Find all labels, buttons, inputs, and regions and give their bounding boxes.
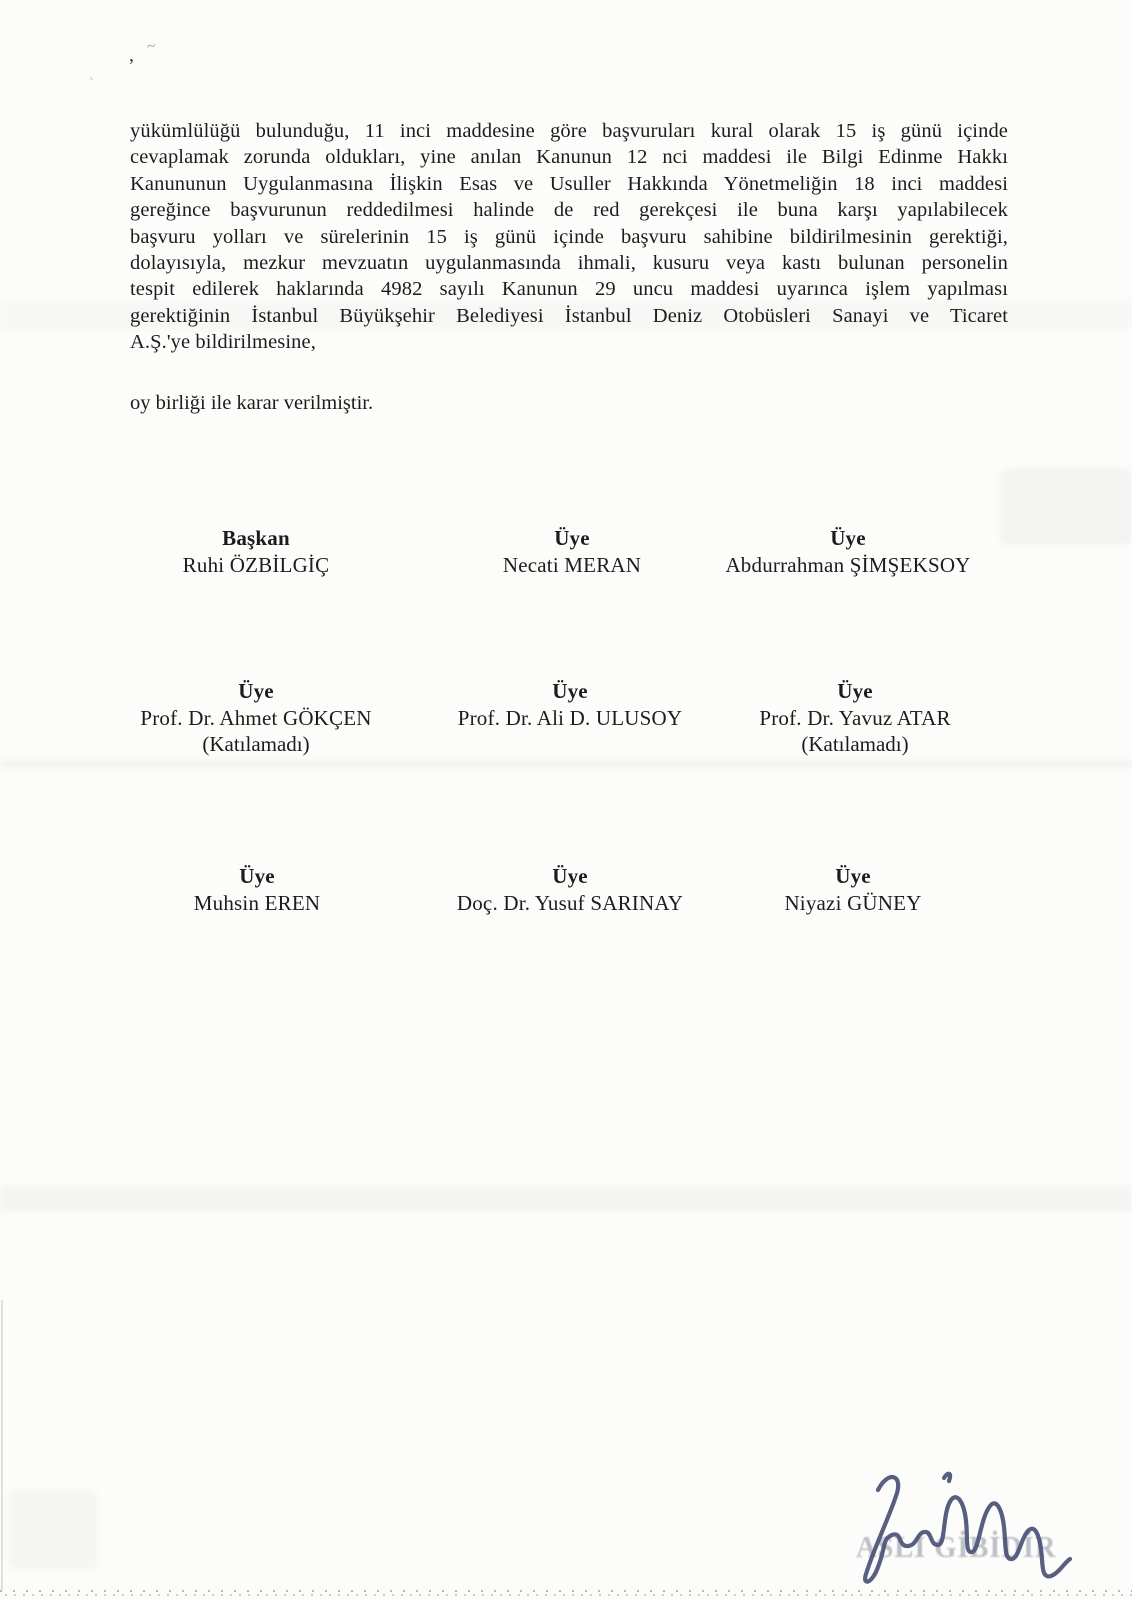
signatory-title: Üye <box>552 864 588 888</box>
scan-band <box>8 1490 98 1570</box>
signatory-title: Üye <box>830 526 866 550</box>
scan-band <box>0 1186 1132 1212</box>
signatory-cell <box>183 525 330 578</box>
signatory-cell <box>503 525 641 578</box>
signatory-name: Niyazi GÜNEY <box>784 890 922 915</box>
paragraph-line: A.Ş.'ye bildirilmesine, <box>130 331 316 354</box>
signatory-cell <box>194 863 320 916</box>
signatory-cell <box>759 678 950 758</box>
paragraph-line: tespit edilerek haklarında 4982 sayılı Kanunun 29 uncu maddesi uyarınca işlem yapılması <box>130 278 1008 301</box>
scan-artifact: ~ <box>145 37 157 56</box>
scan-band <box>1000 468 1132 546</box>
closing-line: oy birliği ile karar verilmiştir. <box>130 392 374 414</box>
page-perforation-edge <box>0 1588 1132 1597</box>
paragraph-line: yükümlülüğü bulunduğu, 11 inci maddesine göre başvuruları kural olarak 15 iş günü içinde <box>130 120 1008 142</box>
signatory-title: Başkan <box>222 526 290 550</box>
signatory-name: Abdurrahman ŞİMŞEKSOY <box>725 552 971 577</box>
signatory-cell <box>458 678 683 731</box>
signatory-title: Üye <box>554 526 590 550</box>
signatory-cell <box>140 678 371 758</box>
paragraph-line: cevaplamak zorunda oldukları, yine anılan Kanunun 12 nci maddesi ile Bilgi Edinme Hakkı <box>130 146 1008 169</box>
signatory-title: Üye <box>835 864 871 888</box>
certification-stamp: ASLI GİBİDİR <box>856 1529 1057 1564</box>
paragraph-line: dolayısıyla, mezkur mevzuatın uygulanmasında ihmali, kusuru veya kastı bulunan personelin <box>130 252 1008 275</box>
signatory-name: Necati MERAN <box>502 552 642 577</box>
signatory-name: Prof. Dr. Ali D. ULUSOY <box>457 705 683 730</box>
signatory-cell <box>725 525 970 578</box>
signatory-name: Prof. Dr. Yavuz ATAR <box>759 705 951 730</box>
scan-artifact: - <box>86 70 99 85</box>
signatory-name: Prof. Dr. Ahmet GÖKÇEN <box>140 705 372 730</box>
signatory-title: Üye <box>837 679 873 703</box>
signatory-cell <box>784 863 921 916</box>
paragraph-line: başvuru yolları ve sürelerinin 15 iş günü içinde başvuru sahibine bildirilmesinin gerektiği, <box>130 225 1008 248</box>
paragraph-line: gerektiğinin İstanbul Büyükşehir Belediyesi İstanbul Deniz Otobüsleri Sanayi ve Ticaret <box>130 304 1008 327</box>
signatory-cell <box>457 863 683 916</box>
page-edge-shadow <box>1 1300 3 1590</box>
signatory-title: Üye <box>238 679 274 703</box>
signatory-title: Üye <box>239 864 275 888</box>
scan-band <box>0 760 1132 768</box>
paragraph-line: gereğince başvurunun reddedilmesi halinde de red gerekçesi ile buna karşı yapılabilecek <box>130 199 1008 222</box>
handwritten-signature <box>838 1466 1078 1594</box>
signatory-title: Üye <box>552 679 588 703</box>
attendance-note: (Katılamadı) <box>202 732 310 756</box>
paragraph-line: Kanununun Uygulanmasına İlişkin Esas ve Usuller Hakkında Yönetmeliğin 18 inci maddesi <box>130 172 1008 195</box>
signatory-name: Muhsin EREN <box>193 890 321 915</box>
signatory-name: Ruhi ÖZBİLGİÇ <box>182 552 330 577</box>
attendance-note: (Katılamadı) <box>801 732 909 756</box>
scan-artifact: , <box>129 44 134 66</box>
signatory-name: Doç. Dr. Yusuf SARINAY <box>456 890 684 915</box>
body-paragraph <box>130 118 1008 356</box>
